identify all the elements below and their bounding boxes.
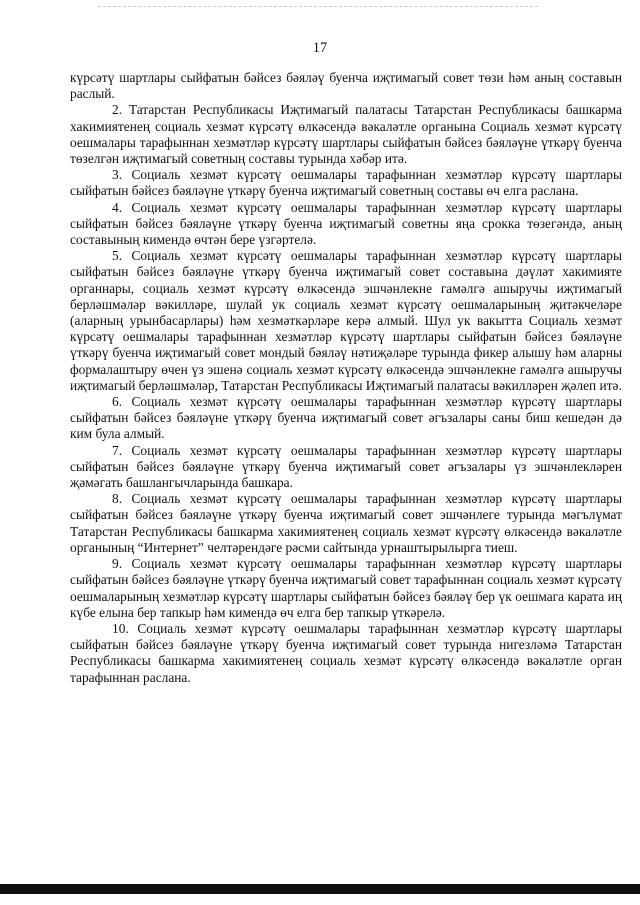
paragraph-10: 10. Социаль хезмәт күрсәтү оешмалары тарафыннан хезмәтләр күрсәтү шартлары сыйфатын бәйсез бәяләүне үткәрү буенча иҗтимагый совет турында нигезләмә Татарстан Республикасы башкарма хакимиятенең социаль хезмәт күрсәтү өлкәсендә вәкаләтле орган тарафыннан раслана.	[70, 620, 622, 685]
paragraph-9: 9. Социаль хезмәт күрсәтү оешмалары тарафыннан хезмәтләр күрсәтү шартлары сыйфатын бәйсез бәяләүне үткәрү буенча иҗтимагый совет тарафыннан социаль хезмәт күрсәтү оешмаларының хезмәтләр күрсәтү шартлары сыйфатын бәйсез бәяләү бер үк оешмага карата иң күбе елына бер тапкыр һәм кимендә өч елга бер тапкыр үткәрелә.	[70, 556, 622, 620]
paragraph-3: 3. Социаль хезмәт күрсәтү оешмалары тарафыннан хезмәтләр күрсәтү шартлары сыйфатын бәйсез бәяләүне үткәрү буенча иҗтимагый советның составы өч елга раслана.	[70, 167, 622, 199]
paragraph-5: 5. Социаль хезмәт күрсәтү оешмалары тарафыннан хезмәтләр күрсәтү шартлары сыйфатын бәйсез бәяләүне үткәрү буенча иҗтимагый совет составына дәүләт хакимияте органнары, социаль хезмәт күрсәтү өлкәсендә эшчәнлекне гамәлгә ашыручы иҗтимагый берләшмәләр вәкилләре, шулай ук социаль хезмәт күрсәтү оешмаларының җитәкчеләре (аларның урынбасарлары) һәм хезмәткәрләре керә алмый. Шул ук вакытта Социаль хезмәт күрсәтү оешмалары тарафыннан хезмәтләр күрсәтү шартлары сыйфатын бәйсез бәяләүне үткәрү буенча иҗтимагый совет мондый бәяләү нәтиҗәләре турында фикер алышу һәм аларны формалаштыру өчен үз эшенә социаль хезмәт күрсәтү өлкәсендә эшчәнлекне гамәлгә ашыручы иҗтимагый берләшмәләр, Татарстан Республикасы Иҗтимагый палатасы вәкилләрен җәлеп итә.	[70, 248, 622, 393]
paragraph-8: 8. Социаль хезмәт күрсәтү оешмалары тарафыннан хезмәтләр күрсәтү шартлары сыйфатын бәйсез бәяләүне үткәрү буенча иҗтимагый совет эшчәнлеге турында мәгълүмат Татарстан Республикасы башкарма хакимиятенең социаль хезмәт күрсәтү өлкәсендә вәкаләтле органының “Интернет” челтәрендәге рәсми сайтында урнаштырылырга тиеш.	[70, 491, 622, 555]
page-number: 17	[312, 40, 328, 56]
paragraph-6: 6. Социаль хезмәт күрсәтү оешмалары тарафыннан хезмәтләр күрсәтү шартлары сыйфатын бәйсез бәяләүне үткәрү буенча иҗтимагый совет әгъзалары саны биш кешедән дә ким була алмый.	[70, 394, 622, 442]
scan-top-edge	[98, 6, 538, 7]
paragraph-4: 4. Социаль хезмәт күрсәтү оешмалары тарафыннан хезмәтләр күрсәтү шартлары сыйфатын бәйсез бәяләүне үткәрү буенча иҗтимагый советны яңа срокка төзегәндә, аның составының кимендә өчтән бере үзгәртелә.	[70, 199, 622, 248]
document-body	[70, 70, 622, 686]
scan-bottom-band	[0, 884, 640, 894]
paragraph-7: 7. Социаль хезмәт күрсәтү оешмалары тарафыннан хезмәтләр күрсәтү шартлары сыйфатын бәйсез бәяләүне үткәрү буенча иҗтимагый совет әгъзалары үз эшчәнлекләрен җәмәгать башлангычларында башкара.	[70, 442, 622, 491]
paragraph-2: 2. Татарстан Республикасы Иҗтимагый палатасы Татарстан Республикасы башкарма хакимиятенең социаль хезмәт күрсәтү өлкәсендә вәкаләтле органына Социаль хезмәт күрсәтү оешмалары тарафыннан хезмәтләр күрсәтү шартлары сыйфатын бәйсез бәяләүне үткәрү буенча төзелгән иҗтимагый советның составы турында хәбәр итә.	[70, 102, 622, 167]
paragraph-continuation: күрсәтү шартлары сыйфатын бәйсез бәяләү буенча иҗтимагый совет төзи һәм аның составын раслый.	[70, 70, 622, 102]
